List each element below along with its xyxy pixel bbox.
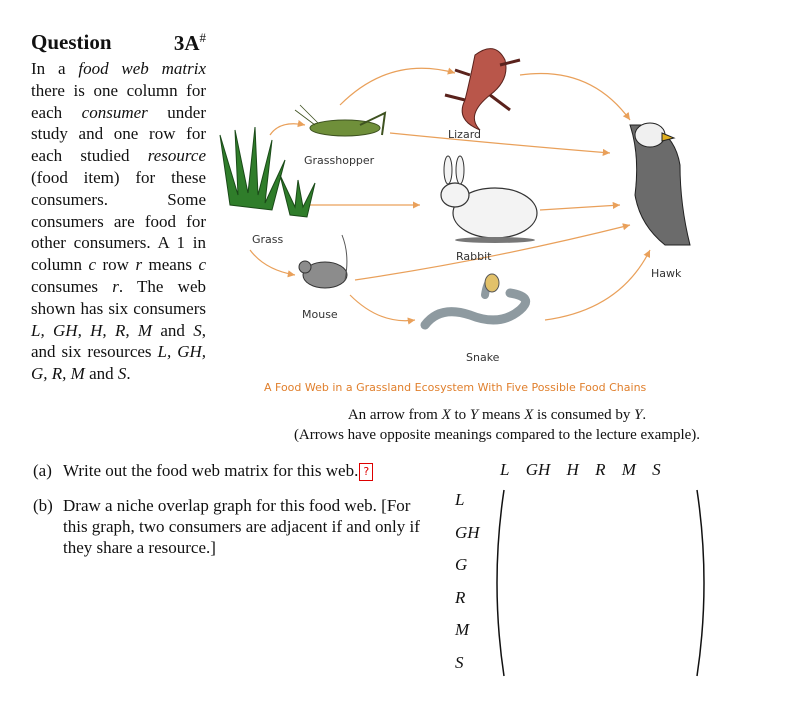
label-grass: Grass	[252, 233, 284, 246]
matrix-left-bracket	[488, 488, 508, 678]
label-rabbit: Rabbit	[456, 250, 492, 263]
label-snake: Snake	[466, 351, 500, 364]
matrix-row-header: L	[455, 490, 465, 509]
arrow-lizard-hawk	[520, 73, 630, 120]
part-a	[33, 460, 433, 481]
question-text: In a food web matrix there is one column for each consumer under study and one row for each studied resource (food item) for these consumers. Some consumers are food for other consumers. A 1 in column c row r means c consumes r. The web shown has six consumers L, GH, H, R, M and S, and six resources L, GH, G, R, M and S.	[31, 59, 207, 384]
food-web-figure	[210, 35, 740, 405]
arrow-snake-hawk	[545, 250, 650, 320]
matrix-right-bracket	[693, 488, 713, 678]
arrow-mouse-snake	[350, 295, 415, 321]
arrow-grass-mouse	[250, 250, 295, 275]
matrix-row-header: GH	[455, 522, 480, 542]
arrow-grasshopper-lizard	[340, 68, 455, 105]
part-b-label: (b)	[33, 496, 53, 516]
arrow-explanation-line2: (Arrows have opposite meanings compared to the lecture example).	[293, 427, 701, 443]
question-number: 3A#	[173, 30, 206, 55]
matrix-col-header: S	[652, 460, 661, 479]
matrix-row-headers	[455, 489, 485, 684]
matrix-row-header: S	[455, 652, 464, 672]
grasshopper-image	[295, 105, 385, 136]
arrow-explanation-line1: An arrow from X to Y means X is consumed by Y.	[347, 407, 647, 423]
matrix-column-headers	[500, 460, 673, 480]
question-title	[31, 30, 206, 56]
matrix-row-header: G	[455, 555, 468, 574]
snake-image	[425, 274, 526, 325]
matrix-col-header: M	[621, 460, 636, 479]
arrow-explanation	[262, 405, 732, 445]
part-a-text: Write out the food web matrix for this web.	[63, 461, 359, 480]
arrow-rabbit-hawk	[540, 205, 620, 210]
matrix-row-header: R	[455, 587, 466, 607]
arrow-grass-grasshopper	[270, 124, 305, 135]
label-hawk: Hawk	[651, 267, 682, 280]
part-b	[33, 495, 433, 558]
part-a-label: (a)	[33, 461, 52, 480]
label-grasshopper: Grasshopper	[304, 154, 375, 167]
lizard-image	[445, 49, 520, 130]
mouse-image	[299, 235, 347, 288]
matrix-row-header: M	[455, 620, 470, 639]
question-title-word: Question	[31, 30, 112, 54]
matrix-col-header: GH	[525, 460, 551, 479]
label-mouse: Mouse	[302, 308, 338, 321]
part-b-text: Draw a niche overlap graph for this food web. [For this graph, two consumers are adjacent if and only if they share a resource.]	[63, 496, 420, 558]
sub-questions	[33, 460, 433, 572]
matrix-col-header: H	[566, 460, 579, 479]
food-web-diagram	[210, 35, 740, 375]
arrow-grasshopper-hawk	[390, 133, 610, 153]
help-icon[interactable]: ?	[359, 463, 373, 481]
label-lizard: Lizard	[448, 128, 482, 141]
matrix-col-header: R	[595, 460, 606, 479]
question-block	[31, 30, 206, 385]
rabbit-image	[441, 156, 537, 243]
figure-caption: A Food Web in a Grassland Ecosystem With Five Possible Food Chains	[264, 381, 647, 394]
matrix-col-header: L	[500, 460, 510, 479]
grass-image	[220, 127, 315, 217]
hawk-image	[630, 123, 690, 245]
